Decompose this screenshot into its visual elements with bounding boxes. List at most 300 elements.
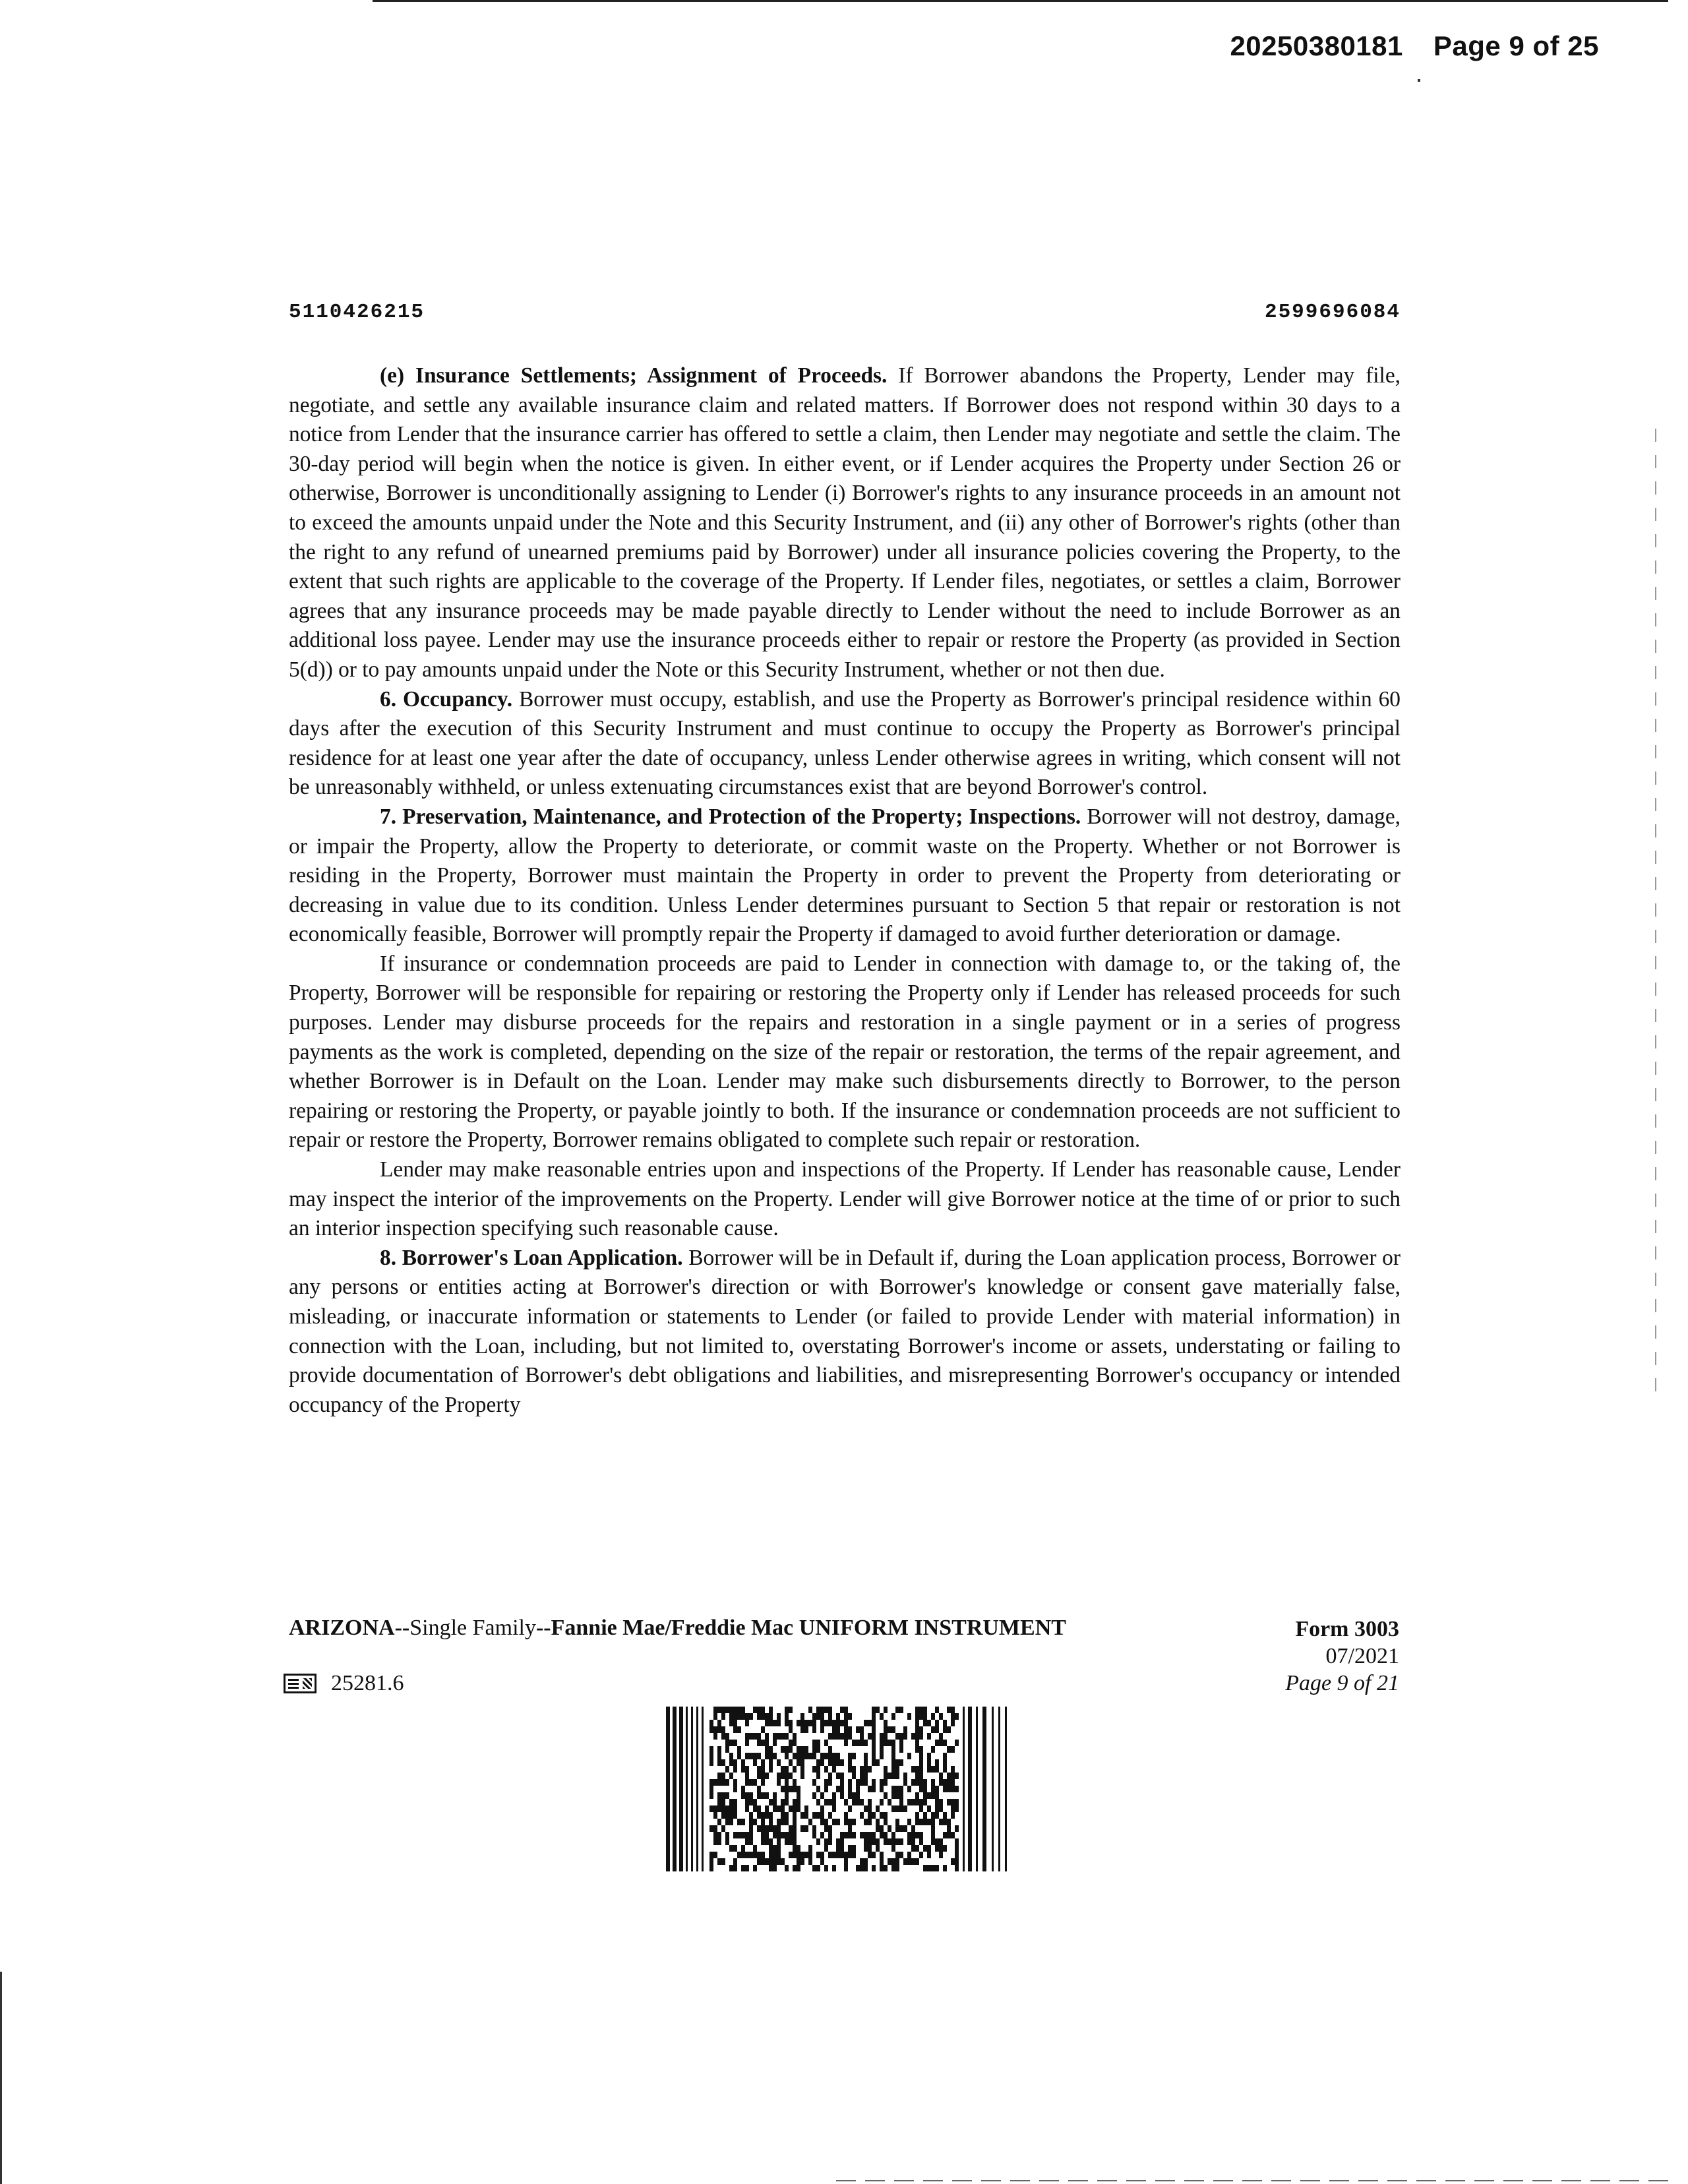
barcode-module — [919, 1707, 923, 1713]
barcode-module — [935, 1845, 939, 1852]
barcode-module — [824, 1753, 828, 1759]
barcode-module — [824, 1740, 828, 1746]
barcode-module — [804, 1720, 808, 1726]
barcode-module — [856, 1799, 860, 1805]
barcode-module — [935, 1726, 939, 1733]
barcode-module — [860, 1799, 864, 1805]
barcode-module — [824, 1825, 828, 1832]
loan-number-row — [289, 301, 1401, 324]
barcode-module — [741, 1819, 745, 1825]
barcode-module — [951, 1773, 955, 1779]
barcode-module — [741, 1865, 745, 1871]
barcode-module — [824, 1865, 828, 1871]
barcode-module — [848, 1733, 852, 1740]
barcode-module — [812, 1726, 816, 1733]
barcode-module — [812, 1713, 816, 1720]
barcode-module — [793, 1779, 797, 1786]
barcode-module — [797, 1865, 800, 1871]
barcode-module — [761, 1759, 765, 1766]
barcode-module — [745, 1792, 749, 1799]
barcode-module — [840, 1707, 844, 1713]
barcode-module — [860, 1740, 864, 1746]
barcode-module — [884, 1779, 888, 1786]
barcode-module — [749, 1825, 753, 1832]
barcode-module — [951, 1720, 955, 1726]
barcode-module — [769, 1852, 773, 1858]
barcode-module — [769, 1819, 773, 1825]
barcode-module — [915, 1726, 919, 1733]
barcode-module — [955, 1799, 959, 1805]
barcode-module — [911, 1838, 915, 1845]
barcode-module — [880, 1779, 884, 1786]
barcode-module — [935, 1786, 939, 1792]
barcode-module — [781, 1858, 785, 1865]
barcode-module — [773, 1792, 777, 1799]
barcode-module — [820, 1792, 824, 1799]
barcode-module — [915, 1819, 919, 1825]
barcode-module — [828, 1746, 832, 1753]
barcode-module — [745, 1865, 749, 1871]
barcode-module — [911, 1779, 915, 1786]
barcode-module — [899, 1786, 903, 1792]
barcode-module — [907, 1832, 911, 1838]
barcode-module — [793, 1845, 797, 1852]
barcode-module — [812, 1832, 816, 1838]
barcode-module — [725, 1838, 729, 1845]
barcode-module — [876, 1819, 880, 1825]
barcode-module — [820, 1753, 824, 1759]
barcode-module — [729, 1819, 733, 1825]
barcode-module — [915, 1779, 919, 1786]
barcode-module — [848, 1779, 852, 1786]
barcode-module — [737, 1852, 741, 1858]
barcode-module — [955, 1805, 959, 1812]
ellie-mae-logo-icon — [284, 1674, 316, 1693]
barcode-module — [919, 1799, 923, 1805]
barcode-module — [745, 1753, 749, 1759]
scan-edge-mark — [1655, 429, 1656, 1405]
barcode-module — [895, 1707, 899, 1713]
barcode-module — [804, 1825, 808, 1832]
barcode-module — [820, 1805, 824, 1812]
barcode-module — [864, 1832, 868, 1838]
loan-number-right: 2599696084 — [1264, 301, 1401, 324]
document-code — [284, 1671, 404, 1696]
barcode-module — [733, 1805, 737, 1812]
barcode-module — [721, 1805, 725, 1812]
barcode-module — [737, 1832, 741, 1838]
barcode-module — [745, 1799, 749, 1805]
section-heading: 7. Preservation, Maintenance, and Protection of the Property; Inspections. — [380, 804, 1081, 829]
barcode-module — [919, 1819, 923, 1825]
barcode-module — [852, 1773, 856, 1779]
barcode-module — [789, 1832, 793, 1838]
section-text: Lender may make reasonable entries upon and inspections of the Property. If Lender has reasonable cause, Lender may inspect the interior of the improvements on the Property. Lender will give Borrower notice at the time of or prior to such an interior inspection specifying such reasonable cause. — [289, 1157, 1401, 1241]
barcode-module — [789, 1773, 793, 1779]
barcode-module — [931, 1713, 935, 1720]
barcode-module — [836, 1753, 840, 1759]
barcode-module — [832, 1720, 836, 1726]
barcode-module — [761, 1838, 765, 1845]
barcode-module — [915, 1733, 919, 1740]
barcode-module — [753, 1819, 757, 1825]
barcode-module — [729, 1773, 733, 1779]
barcode-module — [868, 1838, 872, 1845]
barcode-module — [840, 1779, 844, 1786]
barcode-module — [721, 1799, 725, 1805]
barcode-module — [848, 1805, 852, 1812]
barcode-module — [757, 1773, 761, 1779]
barcode-module — [709, 1805, 713, 1812]
barcode-module — [753, 1733, 757, 1740]
barcode-module — [789, 1746, 793, 1753]
barcode-module — [832, 1852, 836, 1858]
barcode-module — [864, 1845, 868, 1852]
barcode-module — [856, 1786, 860, 1792]
section-heading: 6. Occupancy. — [380, 686, 513, 712]
barcode-module — [824, 1819, 828, 1825]
barcode-module — [737, 1713, 741, 1720]
barcode-module — [808, 1852, 812, 1858]
barcode-module — [919, 1805, 923, 1812]
barcode-module — [876, 1845, 880, 1852]
barcode-module — [848, 1852, 852, 1858]
barcode-module — [816, 1713, 820, 1720]
barcode-module — [907, 1753, 911, 1759]
barcode-module — [773, 1740, 777, 1746]
barcode-module — [864, 1838, 868, 1845]
form-state: ARIZONA — [289, 1616, 395, 1640]
barcode-module — [939, 1845, 943, 1852]
barcode-module — [745, 1740, 749, 1746]
barcode-module — [955, 1852, 959, 1858]
recording-number: 20250380181 — [1230, 30, 1403, 61]
barcode-module — [725, 1707, 729, 1713]
barcode-module — [923, 1707, 927, 1713]
barcode-module — [891, 1766, 895, 1773]
barcode-module — [725, 1792, 729, 1799]
barcode-module — [880, 1733, 884, 1740]
barcode-module — [793, 1786, 797, 1792]
barcode-module — [899, 1805, 903, 1812]
document-body — [289, 361, 1401, 1420]
barcode-module — [725, 1819, 729, 1825]
barcode-module — [785, 1799, 789, 1805]
barcode-module — [804, 1753, 808, 1759]
barcode-module — [856, 1779, 860, 1786]
barcode-module — [745, 1766, 749, 1773]
barcode-module — [800, 1858, 804, 1865]
section-text: If insurance or condemnation proceeds are paid to Lender in connection with damage to, or the taking of, the Property, Borrower will be responsible for repairing or restoring the Property only if Lender has released proceeds for such purposes. Lender may disburse proceeds for the repairs and restoration in a single payment or in a series of progress payments as the work is completed, depending on the size of the repair or restoration, the terms of the repair agreement, and whether Borrower is in Default on the Loan. Lender may make such disbursements directly to Borrower, to the person repairing or restoring the Property, or payable jointly to both. If the insurance or condemnation proceeds are not sufficient to repair or restore the Property, Borrower remains obligated to complete such repair or restoration. — [289, 951, 1401, 1153]
barcode-module — [713, 1832, 717, 1838]
barcode-module — [876, 1825, 880, 1832]
barcode-module — [884, 1792, 888, 1799]
barcode-module — [927, 1865, 931, 1871]
barcode-module — [947, 1832, 951, 1838]
barcode-module — [939, 1733, 943, 1740]
barcode-module — [935, 1759, 939, 1766]
barcode-module — [820, 1720, 824, 1726]
barcode-module — [765, 1858, 769, 1865]
form-title-separator: -- — [394, 1616, 410, 1640]
barcode-module — [919, 1832, 923, 1838]
barcode-module — [717, 1753, 721, 1759]
barcode-module — [864, 1740, 868, 1746]
barcode-module — [769, 1858, 773, 1865]
barcode-module — [919, 1773, 923, 1779]
barcode-module — [749, 1753, 753, 1759]
barcode-module — [820, 1726, 824, 1733]
barcode-module — [852, 1799, 856, 1805]
barcode-module — [848, 1713, 852, 1720]
barcode-module — [903, 1733, 907, 1740]
barcode-module — [777, 1779, 781, 1786]
barcode-module — [717, 1838, 721, 1845]
barcode-module — [757, 1766, 761, 1773]
barcode-module — [923, 1845, 927, 1852]
barcode-module — [927, 1792, 931, 1799]
barcode-module — [891, 1805, 895, 1812]
barcode-module — [800, 1812, 804, 1819]
barcode-module — [844, 1726, 848, 1733]
barcode-module — [955, 1740, 959, 1746]
barcode-module — [935, 1799, 939, 1805]
barcode-module — [899, 1746, 903, 1753]
barcode-module — [765, 1838, 769, 1845]
barcode-module — [931, 1746, 935, 1753]
barcode-module — [947, 1786, 951, 1792]
recording-header — [1230, 30, 1599, 62]
barcode-module — [895, 1819, 899, 1825]
barcode-module — [737, 1819, 741, 1825]
barcode-module — [888, 1726, 891, 1733]
barcode-module — [777, 1845, 781, 1852]
barcode-module — [721, 1707, 725, 1713]
barcode-module — [789, 1759, 793, 1766]
barcode-module — [931, 1786, 935, 1792]
barcode-module — [828, 1799, 832, 1805]
barcode-module — [832, 1805, 836, 1812]
barcode-module — [891, 1832, 895, 1838]
barcode-module — [828, 1713, 832, 1720]
barcode-module — [761, 1773, 765, 1779]
barcode-module — [800, 1773, 804, 1779]
barcode-module — [765, 1713, 769, 1720]
barcode-module — [769, 1845, 773, 1852]
barcode-module — [773, 1799, 777, 1805]
barcode-module — [872, 1746, 876, 1753]
barcode-module — [899, 1852, 903, 1858]
barcode-module — [757, 1805, 761, 1812]
barcode-module — [769, 1825, 773, 1832]
barcode-module — [907, 1858, 911, 1865]
barcode-module — [828, 1753, 832, 1759]
barcode-module — [844, 1852, 848, 1858]
barcode-module — [781, 1786, 785, 1792]
barcode-module — [733, 1812, 737, 1819]
barcode-module — [765, 1740, 769, 1746]
section-heading: (e) Insurance Settlements; Assignment of Proceeds. — [380, 363, 888, 388]
barcode-module — [844, 1865, 848, 1871]
barcode-module — [761, 1819, 765, 1825]
barcode-module — [856, 1726, 860, 1733]
barcode-module — [820, 1852, 824, 1858]
barcode-module — [907, 1713, 911, 1720]
barcode-module — [856, 1740, 860, 1746]
barcode-module — [840, 1852, 844, 1858]
barcode-module — [765, 1792, 769, 1799]
barcode-module — [785, 1865, 789, 1871]
barcode-module — [761, 1713, 765, 1720]
barcode-module — [860, 1766, 864, 1773]
barcode-module — [789, 1825, 793, 1832]
barcode-module — [864, 1819, 868, 1825]
barcode-module — [884, 1773, 888, 1779]
barcode-module — [729, 1812, 733, 1819]
barcode-module — [848, 1766, 852, 1773]
barcode-module — [717, 1707, 721, 1713]
form-title-separator: -- — [535, 1616, 551, 1640]
barcode-module — [923, 1779, 927, 1786]
barcode-module — [737, 1726, 741, 1733]
barcode-module — [793, 1805, 797, 1812]
barcode-module — [880, 1858, 884, 1865]
barcode-module — [757, 1740, 761, 1746]
barcode-module — [773, 1858, 777, 1865]
barcode-module — [951, 1812, 955, 1819]
barcode-module — [765, 1746, 769, 1753]
barcode-module — [820, 1759, 824, 1766]
barcode-module — [800, 1825, 804, 1832]
barcode-module — [761, 1858, 765, 1865]
barcode-module — [895, 1786, 899, 1792]
barcode-module — [832, 1759, 836, 1766]
barcode-module — [816, 1773, 820, 1779]
barcode-module — [797, 1799, 800, 1805]
barcode-module — [717, 1792, 721, 1799]
barcode-module — [868, 1812, 872, 1819]
barcode-module — [765, 1825, 769, 1832]
barcode-module — [927, 1766, 931, 1773]
barcode-module — [852, 1766, 856, 1773]
barcode-module — [947, 1773, 951, 1779]
barcode-module — [804, 1852, 808, 1858]
barcode-module — [733, 1713, 737, 1720]
barcode-module — [709, 1792, 713, 1799]
barcode-module — [793, 1766, 797, 1773]
barcode-module — [749, 1812, 753, 1819]
barcode-module — [769, 1865, 773, 1871]
barcode-module — [733, 1845, 737, 1852]
barcode-module — [725, 1733, 729, 1740]
barcode-module — [852, 1852, 856, 1858]
barcode-module — [713, 1713, 717, 1720]
barcode-module — [797, 1746, 800, 1753]
barcode-module — [828, 1779, 832, 1786]
barcode-module — [951, 1832, 955, 1838]
barcode-module — [891, 1746, 895, 1753]
barcode-module — [733, 1720, 737, 1726]
barcode-module — [717, 1720, 721, 1726]
barcode-module — [717, 1799, 721, 1805]
barcode-module — [785, 1786, 789, 1792]
barcode-module — [844, 1799, 848, 1805]
barcode-module — [797, 1845, 800, 1852]
barcode-module — [785, 1773, 789, 1779]
barcode-module — [761, 1792, 765, 1799]
barcode-module — [888, 1740, 891, 1746]
barcode-module — [844, 1832, 848, 1838]
barcode-module — [777, 1852, 781, 1858]
barcode-module — [828, 1773, 832, 1779]
barcode-module — [769, 1799, 773, 1805]
barcode-module — [765, 1720, 769, 1726]
barcode-module — [947, 1825, 951, 1832]
barcode-module — [789, 1786, 793, 1792]
barcode-module — [915, 1713, 919, 1720]
barcode-module — [713, 1812, 717, 1819]
barcode-module — [793, 1825, 797, 1832]
barcode-module — [899, 1740, 903, 1746]
barcode-module — [797, 1805, 800, 1812]
barcode-module — [891, 1753, 895, 1759]
barcode-module — [903, 1858, 907, 1865]
barcode-module — [733, 1858, 737, 1865]
barcode-module — [891, 1740, 895, 1746]
barcode-module — [741, 1766, 745, 1773]
barcode-module — [753, 1707, 757, 1713]
barcode-module — [884, 1832, 888, 1838]
barcode-module — [943, 1766, 947, 1773]
barcode-module — [943, 1819, 947, 1825]
barcode-module — [816, 1766, 820, 1773]
barcode-module — [844, 1720, 848, 1726]
barcode-module — [713, 1707, 717, 1713]
barcode-module — [725, 1766, 729, 1773]
barcode-module — [800, 1726, 804, 1733]
barcode-module — [939, 1819, 943, 1825]
barcode-module — [729, 1713, 733, 1720]
barcode-module — [872, 1832, 876, 1838]
barcode-module — [828, 1838, 832, 1845]
paragraph-insurance-settlements — [289, 361, 1401, 685]
barcode-module — [749, 1779, 753, 1786]
barcode-module — [935, 1812, 939, 1819]
barcode-module — [745, 1838, 749, 1845]
barcode-module — [884, 1865, 888, 1871]
barcode-module — [911, 1858, 915, 1865]
barcode-module — [709, 1746, 713, 1753]
barcode-module — [943, 1726, 947, 1733]
barcode-module — [836, 1838, 840, 1845]
barcode-module — [911, 1832, 915, 1838]
paragraph-loan-application — [289, 1244, 1401, 1420]
barcode-module — [951, 1799, 955, 1805]
barcode-module — [721, 1779, 725, 1786]
barcode-module — [820, 1707, 824, 1713]
barcode-module — [947, 1746, 951, 1753]
barcode-module — [915, 1812, 919, 1819]
barcode-module — [816, 1865, 820, 1871]
barcode-module — [943, 1865, 947, 1871]
barcode-module — [903, 1825, 907, 1832]
loan-number-left: 5110426215 — [289, 301, 425, 324]
barcode-module — [800, 1766, 804, 1773]
barcode-module — [717, 1832, 721, 1838]
barcode-module — [880, 1812, 884, 1819]
barcode-module — [955, 1773, 959, 1779]
barcode-module — [899, 1799, 903, 1805]
